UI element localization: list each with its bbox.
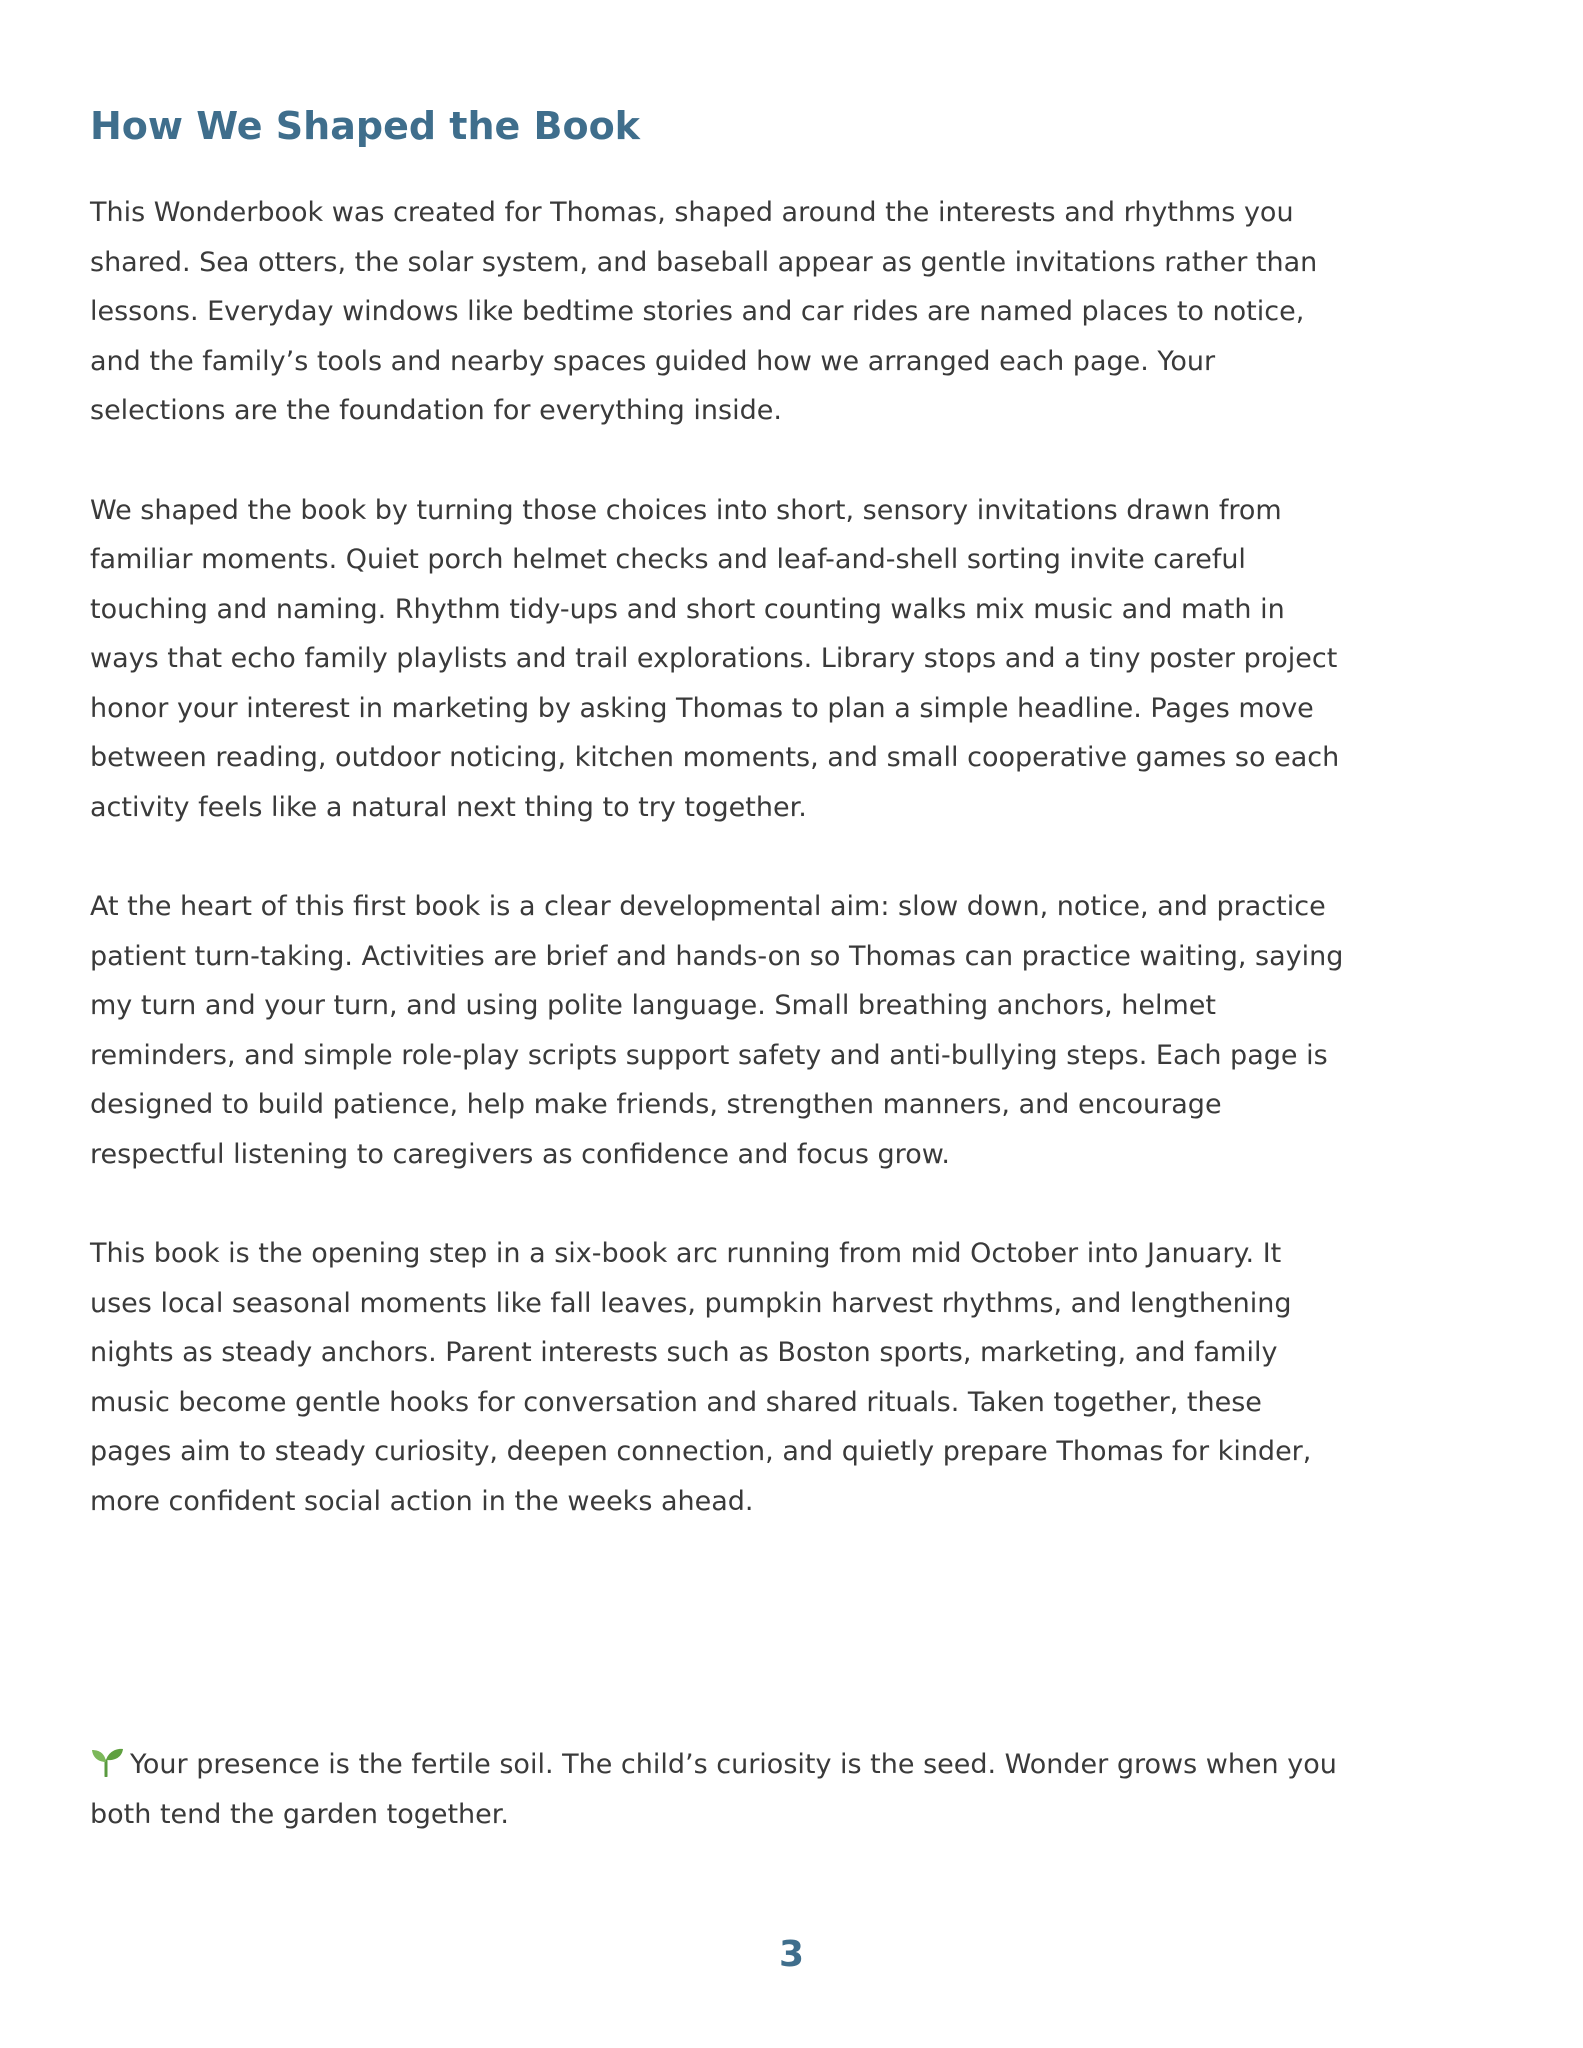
paragraph-1: This Wonderbook was created for Thomas, shaped around the interests and rhythms you shared. Sea otters, the solar system, and baseball appear as gentle invitations rather than lessons. Everyday windows like bedtime stories and car rides are named places to notice, and the family’s tools and nearby spaces guided how we arranged each page. Your selections are the foundation for everything inside. xyxy=(90,197,1318,426)
paragraph-2: We shaped the book by turning those choices into short, sensory invitations drawn from familiar moments. Quiet porch helmet checks and leaf-and-shell sorting invite careful touching and naming. Rhythm tidy-ups and short counting walks mix music and math in ways that echo family playlists and trail explorations. Library stops and a tiny poster project honor your interest in marketing by asking Thomas to plan a simple headline. Pages move between reading, outdoor noticing, kitchen moments, and small cooperative games so each activity feels like a natural next thing to try together. xyxy=(90,494,1340,823)
paragraph-4: This book is the opening step in a six-book arc running from mid October into January. It uses local seasonal moments like fall leaves, pumpkin harvest rhythms, and lengthening nights as steady anchors. Parent interests such as Boston sports, marketing, and family music become gentle hooks for conversation and shared rituals. Taken together, these pages aim to steady curiosity, deepen connection, and quietly prepare Thomas for kinder, more confident social action in the weeks ahead. xyxy=(90,1238,1312,1517)
paragraph-3: At the heart of this first book is a clear developmental aim: slow down, notice, and practice patient turn-taking. Activities are brief and hands-on so Thomas can practice waiting, saying my turn and your turn, and using polite language. Small breathing anchors, helmet reminders, and simple role-play scripts support safety and anti-bullying steps. Each page is designed to build patience, help make friends, strengthen manners, and encourage respectful listening to caregivers as confidence and focus grow. xyxy=(90,891,1344,1170)
closing-quote xyxy=(90,1740,1345,1839)
page-number: 3 xyxy=(778,1934,805,1975)
page-title: How We Shaped the Book xyxy=(90,104,640,148)
seedling-icon xyxy=(90,1744,124,1774)
closing-text: Your presence is the fertile soil. The child’s curiosity is the seed. Wonder grows when you both tend the garden together. xyxy=(90,1749,1337,1830)
body-text xyxy=(90,188,1345,1576)
